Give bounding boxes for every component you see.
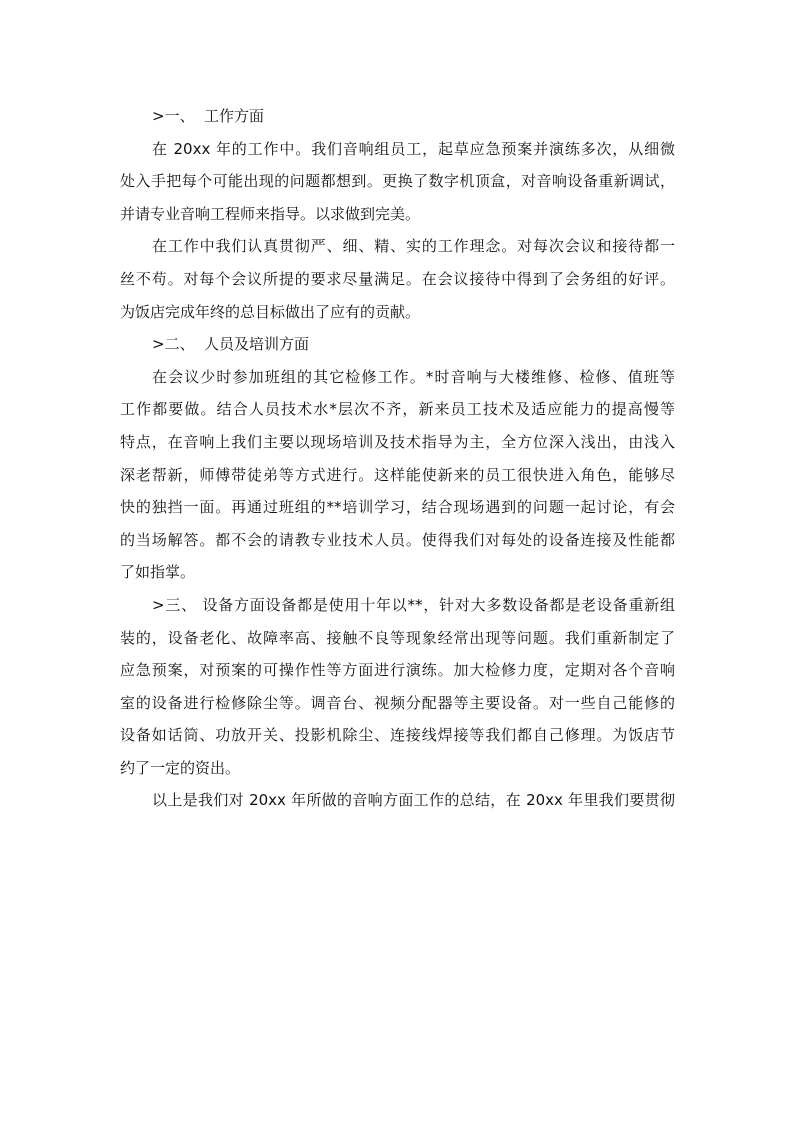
heading-text: 人员及培训方面	[204, 335, 310, 354]
paragraph-line: 丝不苟。对每个会议所提的要求尽量满足。在会议接待中得到了会务组的好评。	[120, 269, 675, 288]
section-heading-work	[120, 100, 675, 133]
paragraph-line: 设备如话筒、功放开关、投影机除尘、连接线焊接等我们都自己修理。为饭店节	[120, 726, 675, 745]
heading-text: 工作方面	[204, 107, 265, 125]
paragraph-line: 快的独挡一面。再通过班组的**培训学习，结合现场遇到的问题一起讨论，有会	[120, 498, 675, 517]
paragraph-line: 深老帮新，师傅带徒弟等方式进行。这样能使新来的员工很快进入角色，能够尽	[120, 465, 675, 484]
paragraph-line: 处入手把每个可能出现的问题都想到。更换了数字机顶盒，对音响设备重新调试，	[120, 172, 675, 191]
paragraph-line: 为饭店完成年终的总目标做出了应有的贡献。	[120, 302, 421, 321]
heading-number: >一、	[152, 107, 195, 125]
paragraph-line: 应急预案，对预案的可操作性等方面进行演练。加大检修力度，定期对各个音响	[120, 661, 675, 680]
paragraph-line: 特点，在音响上我们主要以现场培训及技术指导为主，全方位深入浅出，由浅入	[120, 432, 675, 451]
paragraph-line: 室的设备进行检修除尘等。调音台、视频分配器等主要设备。对一些自己能修的	[120, 693, 675, 712]
paragraph-line: 工作都要做。结合人员技术水*层次不齐，新来员工技术及适应能力的提高慢等	[120, 400, 675, 419]
paragraph-line: 的当场解答。都不会的请教专业技术人员。使得我们对每处的设备连接及性能都	[120, 530, 675, 549]
paragraph-line: 了如指掌。	[120, 563, 196, 582]
paragraph-line: 在 20xx 年的工作中。我们音响组员工，起草应急预案并演练多次，从细微	[152, 139, 675, 158]
paragraph-line: 装的，设备老化、故障率高、接触不良等现象经常出现等问题。我们重新制定了	[120, 628, 675, 647]
heading-number: >二、	[152, 335, 195, 354]
paragraph-line: 并请专业音响工程师来指导。以求做到完美。	[120, 204, 421, 223]
paragraph-line: 以上是我们对 20xx 年所做的音响方面工作的总结，在 20xx 年里我们要贯彻	[152, 791, 675, 810]
paragraph-line: 在工作中我们认真贯彻严、细、精、实的工作理念。对每次会议和接待都一	[152, 237, 675, 256]
section-heading-staff-training	[120, 328, 675, 361]
paragraph-line: 约了一定的资出。	[120, 758, 241, 777]
paragraph-line: 在会议少时参加班组的其它检修工作。*时音响与大楼维修、检修、值班等	[152, 367, 675, 386]
document-body	[120, 100, 675, 817]
section-heading-equipment: >三、 设备方面设备都是使用十年以**，针对大多数设备都是老设备重新组	[152, 595, 675, 614]
